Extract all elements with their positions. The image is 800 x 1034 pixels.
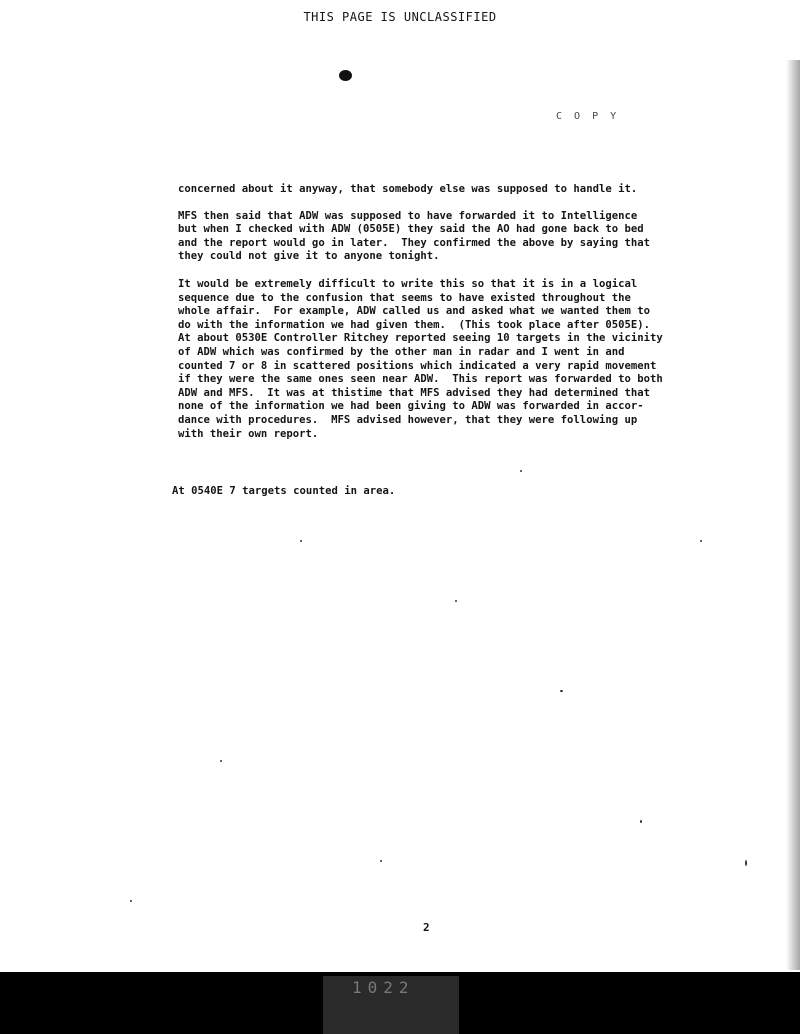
document-body (178, 183, 738, 455)
ink-blot (339, 70, 352, 81)
paragraph: It would be extremely difficult to write this so that it is in a logical sequence due to the confusion that seems to have existed throughout the whole affair. For example, ADW called us and asked what we wanted them to do with the information we had given them. (This took place after 0505E). At about 0530E Controller Ritchey reported seeing 10 targets in the vicinity of ADW which was confirmed by the other man in radar and I went in and counted 7 or 8 in scattered positions which indicated a very rapid movement if they were the same ones seen near ADW. This report was forwarded to both ADW and MFS. It was at thistime that MFS advised they had determined that none of the information we had been giving to ADW was forwarded in accor- dance with procedures. MFS advised however, that they were following up with their own report. (178, 277, 663, 440)
scan-speck (745, 860, 747, 866)
scan-speck (700, 540, 702, 542)
scan-speck (130, 900, 132, 902)
paragraph: MFS then said that ADW was supposed to have forwarded it to Intelligence but when I checked with ADW (0505E) they said the AO had gone back to bed and the report would go in later. They confirmed the above by saying that they could not give it to anyone tonight. (178, 209, 650, 263)
scan-speck (380, 860, 382, 862)
scan-speck (520, 470, 522, 472)
scan-speck (300, 540, 302, 542)
paragraph: concerned about it anyway, that somebody else was supposed to handle it. (178, 183, 638, 195)
classification-header: THIS PAGE IS UNCLASSIFIED (303, 10, 497, 24)
page-number: 2 (423, 921, 430, 934)
scan-speck (560, 690, 563, 692)
copy-stamp: C O P Y (556, 111, 620, 122)
scan-speck (640, 820, 642, 823)
scan-speck (220, 760, 222, 762)
frame-number: 1022 (352, 978, 415, 997)
scan-edge-shadow (786, 60, 800, 970)
scan-speck (455, 600, 457, 602)
target-count-note: At 0540E 7 targets counted in area. (172, 485, 396, 497)
